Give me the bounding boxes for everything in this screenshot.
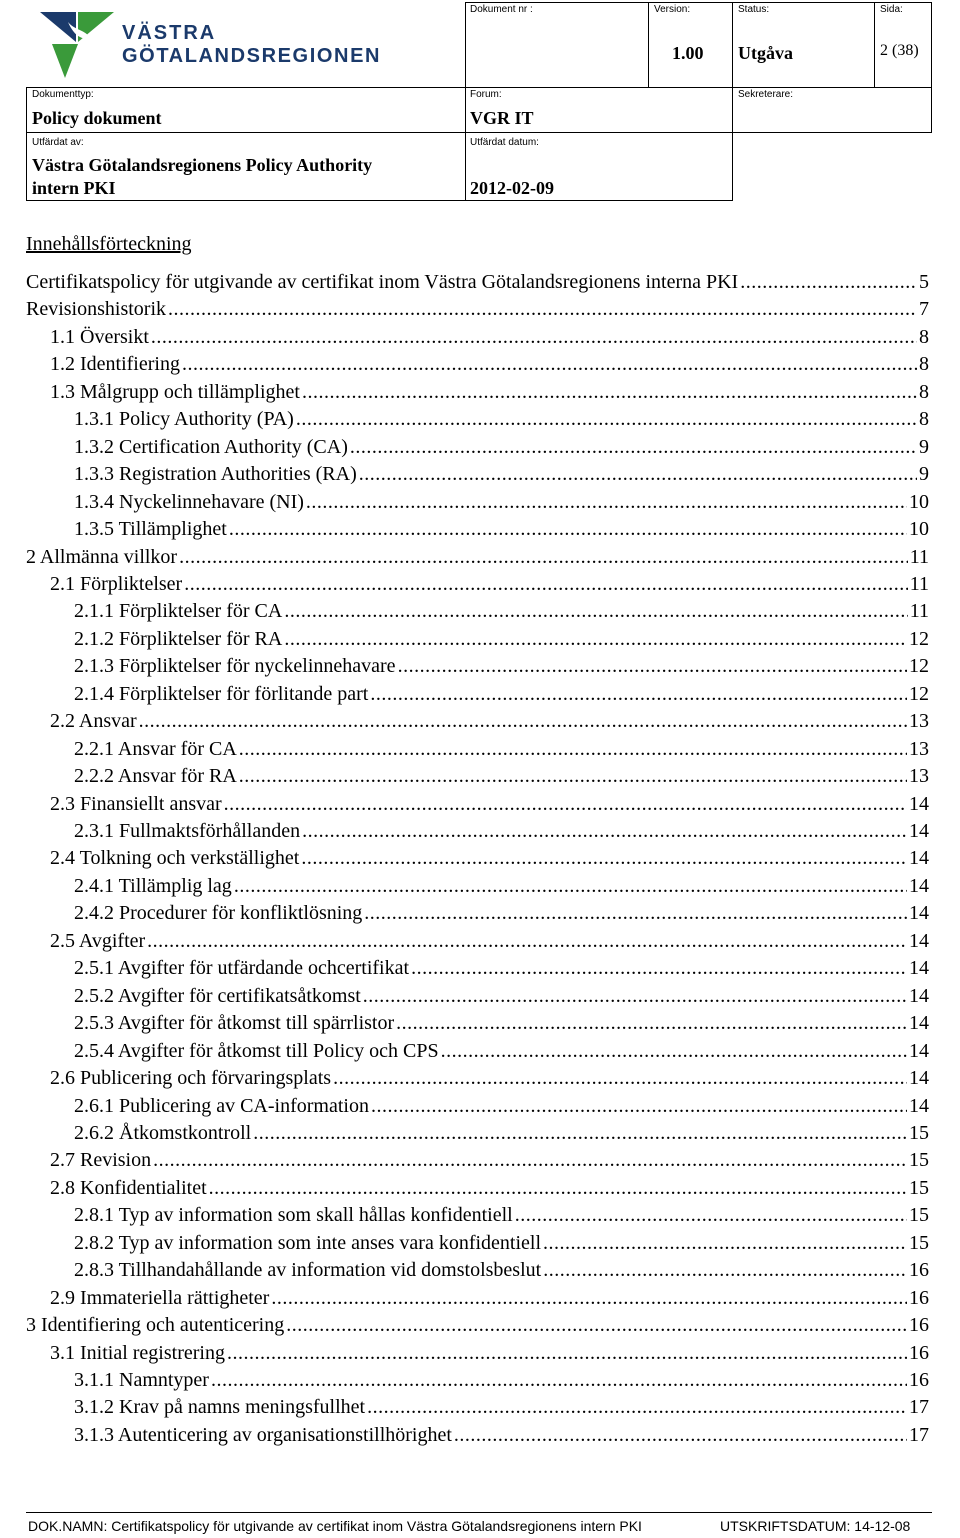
toc-entry-leader [370,683,907,706]
utfardat-datum-label: Utfärdat datum: [470,137,539,148]
toc-entry-title: 2.8 Konfidentialitet [50,1176,207,1199]
toc-entry-leader [151,326,917,349]
toc-entry-leader [239,765,907,788]
toc-entry-title: 2.6.2 Åtkomstkontroll [74,1121,252,1144]
header-border [931,2,932,132]
toc-entry-title: 2.4.1 Tillämplig lag [74,874,232,897]
toc-entry-page: 16 [909,1314,929,1337]
toc-entry[interactable] [50,381,929,407]
toc-entry-leader [271,1287,907,1310]
toc-entry-page: 12 [909,655,929,678]
toc-entry-leader [284,628,907,651]
dokumenttyp-label: Dokumenttyp: [32,89,94,100]
toc-entry-title: Revisionshistorik [26,298,167,321]
forum-label: Forum: [470,89,502,100]
toc-entry-title: 2.1.2 Förpliktelser för RA [74,627,283,650]
toc-entry-page: 13 [909,710,929,733]
toc-entry-leader [153,1149,907,1172]
toc-entry[interactable] [74,463,929,489]
toc-entry-page: 12 [909,627,929,650]
toc-entry-leader [286,1314,907,1337]
toc-entry-page: 17 [909,1396,929,1419]
toc-entry[interactable] [50,710,929,736]
toc-entry-leader [364,902,907,925]
toc-entry-page: 14 [909,984,929,1007]
sekreterare-label: Sekreterare: [738,89,794,100]
toc-entry[interactable] [74,902,929,928]
document-header [0,0,960,210]
toc-entry-page: 8 [919,353,929,376]
toc-entry-page: 16 [909,1259,929,1282]
toc-entry-title: 2 Allmänna villkor [26,545,178,568]
toc-entry-leader [350,436,917,459]
toc-entry-page: 8 [919,325,929,348]
version-value: 1.00 [672,43,704,63]
toc-entry-title: 2.1 Förpliktelser [50,572,183,595]
toc-entry-leader [147,930,907,953]
toc-entry-leader [302,820,907,843]
toc-entry-page: 11 [909,545,929,568]
toc-entry[interactable] [74,655,929,681]
utfardat-av-line2: intern PKI [32,178,116,198]
toc-entry-title: 1.3.2 Certification Authority (CA) [74,435,348,458]
toc-entry[interactable] [74,985,929,1011]
header-border [26,200,733,201]
toc-entry-page: 13 [909,765,929,788]
toc-entry[interactable] [50,353,929,379]
toc-entry-title: 2.5.4 Avgifter för åtkomst till Policy och CPS [74,1039,439,1062]
toc-entry[interactable] [74,628,929,654]
toc-entry[interactable] [50,573,929,599]
toc-entry-title: 2.5.1 Avgifter för utfärdande ochcertifikat [74,957,410,980]
toc-entry-leader [543,1259,907,1282]
toc-entry-page: 14 [909,902,929,925]
toc-entry-title: 2.9 Immateriella rättigheter [50,1286,270,1309]
toc-entry-title: 2.2.1 Ansvar för CA [74,737,237,760]
toc-entry-title: 2.6.1 Publicering av CA-information [74,1094,369,1117]
toc-entry[interactable] [74,1424,929,1450]
toc-entry-page: 14 [909,957,929,980]
toc-entry-leader [363,985,907,1008]
toc-entry[interactable] [74,1204,929,1230]
toc-entry[interactable] [74,1012,929,1038]
toc-entry-leader [359,463,917,486]
toc-entry[interactable] [74,820,929,846]
toc-entry-page: 14 [909,874,929,897]
toc-entry[interactable] [74,436,929,462]
toc-entry-title: 1.1 Översikt [50,325,149,348]
toc-entry-leader [284,600,907,623]
toc-entry-title: 2.1.4 Förpliktelser för förlitande part [74,682,369,705]
toc-entry[interactable] [74,1259,929,1285]
toc-entry-title: 2.3.1 Fullmaktsförhållanden [74,820,301,842]
toc-entry-page: 9 [919,463,929,486]
toc-entry[interactable] [26,1314,929,1340]
toc-entry[interactable] [50,326,929,352]
toc-entry-leader [301,847,907,870]
toc-entry-title: 2.2.2 Ansvar för RA [74,765,237,788]
toc-entry[interactable] [50,930,929,956]
toc-entry[interactable] [74,1396,929,1422]
version-label: Version: [654,4,691,15]
header-border [26,132,733,133]
toc-entry[interactable] [50,1149,929,1175]
toc-entry-leader [239,738,907,761]
header-border [26,87,27,201]
header-border [465,2,932,3]
toc-entry-page: 11 [909,572,929,595]
toc-entry-leader [740,271,917,294]
toc-entry[interactable] [74,1369,929,1395]
toc-entry[interactable] [74,518,929,544]
toc-entry-leader [515,1204,907,1227]
toc-entry[interactable] [74,1040,929,1066]
toc-entry[interactable] [74,1095,929,1121]
toc-entry-title: 2.5.2 Avgifter för certifikatsåtkomst [74,984,361,1007]
header-border [732,2,733,88]
toc-entry-title: Certifikatspolicy för utgivande av certifikat inom Västra Götalandsregionens interna PKI [26,271,739,293]
vgr-logo [38,8,382,80]
toc-entry-page: 15 [909,1204,929,1227]
header-border [465,87,466,201]
toc-entry-leader [253,1122,907,1145]
toc-entry[interactable] [74,738,929,764]
toc-entry-leader [168,298,917,321]
toc-entry-page: 14 [909,820,929,842]
toc-entry-title: 1.3 Målgrupp och tillämplighet [50,380,300,403]
toc-entry[interactable] [26,271,929,297]
toc-entry[interactable] [50,793,929,819]
header-border [648,2,649,88]
toc-entry-page: 14 [909,1039,929,1062]
header-border [874,2,875,88]
toc-entry[interactable] [26,298,929,324]
toc-entry-page: 16 [909,1369,929,1391]
toc-entry-leader [211,1369,907,1392]
toc-entry[interactable] [74,957,929,983]
toc-entry[interactable] [50,1177,929,1203]
toc-entry-leader [441,1040,907,1063]
toc-entry-leader [371,1095,907,1118]
toc-entry[interactable] [50,1287,929,1313]
toc-entry[interactable] [74,1122,929,1148]
toc-entry-page: 14 [909,1067,929,1090]
toc-entry-page: 14 [909,929,929,952]
toc-entry-title: 2.3 Finansiellt ansvar [50,792,222,815]
toc-entry-leader [182,353,917,376]
toc-entry-leader [396,1012,907,1035]
logo-line2: GÖTALANDSREGIONEN [122,45,382,67]
header-border [732,132,932,133]
toc-entry-page: 16 [909,1286,929,1309]
toc-entry-title: 1.2 Identifiering [50,353,180,376]
toc-entry-title: 2.6 Publicering och förvaringsplats [50,1067,332,1090]
toc-entry-page: 17 [909,1423,929,1446]
toc-entry-leader [184,573,908,596]
footer-divider [26,1512,932,1513]
toc-entry-page: 15 [909,1121,929,1144]
header-border [465,2,466,88]
utfardat-av-line1: Västra Götalandsregionens Policy Authority [32,155,373,175]
toc-entry[interactable] [26,546,929,572]
toc-entry-leader [367,1396,907,1419]
toc-entry-title: 2.5.3 Avgifter för åtkomst till spärrlistor [74,1012,395,1035]
header-border [732,87,733,201]
toc-entry-leader [543,1232,907,1255]
toc-entry-title: 2.8.3 Tillhandahållande av information vid domstolsbeslut [74,1259,542,1282]
toc-entry-title: 3.1.2 Krav på namns meningsfullhet [74,1396,366,1419]
toc-entry[interactable] [74,1232,929,1258]
footer-print-date: UTSKRIFTSDATUM: 14-12-08 [720,1518,911,1534]
dokumenttyp-value: Policy dokument [32,108,162,128]
toc-entry-title: 2.4.2 Procedurer för konfliktlösning [74,902,363,925]
toc-entry-leader [411,957,907,980]
toc-entry-leader [209,1177,907,1200]
toc-entry-title: 1.3.1 Policy Authority (PA) [74,408,294,431]
toc-entry-leader [227,1342,907,1365]
footer-document-name: DOK.NAMN: Certifikatspolicy för utgivande av certifikat inom Västra Götalandsregionens intern PKI [28,1518,642,1534]
sida-value: 2 (38) [880,42,919,59]
toc-entry-title: 2.1.3 Förpliktelser för nyckelinnehavare [74,655,396,678]
toc-entry-title: 2.4 Tolkning och verkställighet [50,847,300,870]
toc-entry-title: 1.3.3 Registration Authorities (RA) [74,463,357,486]
toc-entry-leader [398,655,907,678]
toc-entry[interactable] [74,491,929,517]
toc-entry-leader [234,875,907,898]
toc-entry-page: 15 [909,1231,929,1254]
toc-entry-page: 14 [909,1012,929,1035]
toc-entry-title: 3.1.1 Namntyper [74,1369,209,1391]
toc-entry-page: 12 [909,682,929,705]
toc-entry-title: 2.1.1 Förpliktelser för CA [74,600,283,623]
toc-entry[interactable] [50,847,929,873]
toc-entry[interactable] [74,765,929,791]
toc-entry[interactable] [50,1342,929,1368]
toc-entry-title: 2.8.1 Typ av information som skall hållas konfidentiell [74,1204,513,1227]
toc-entry-leader [333,1067,907,1090]
toc-entry-leader [179,546,908,569]
header-border [26,87,932,88]
toc-entry[interactable] [74,600,929,626]
toc-entry[interactable] [50,1067,929,1093]
vgr-logo-icon [38,8,118,80]
toc-entry-page: 8 [919,380,929,403]
utfardat-datum-value: 2012-02-09 [470,178,554,198]
toc-entry-leader [454,1424,907,1447]
toc-entry-title: 1.3.5 Tillämplighet [74,518,227,541]
toc-entry-page: 7 [919,298,929,321]
utfardat-av-label: Utfärdat av: [32,137,84,148]
toc-entry[interactable] [74,683,929,709]
toc-entry-page: 9 [919,435,929,458]
toc-entry-page: 8 [919,408,929,431]
toc-entry-page: 10 [909,518,929,541]
logo-line1: VÄSTRA [122,22,217,44]
toc-entry-page: 14 [909,792,929,815]
toc-entry-leader [229,518,907,541]
toc-entry-page: 11 [909,600,929,623]
toc-entry-title: 1.3.4 Nyckelinnehavare (NI) [74,490,304,513]
toc-entry-page: 5 [919,271,929,293]
toc-entry-title: 3.1.3 Autenticering av organisationstillhörighet [74,1423,452,1446]
toc-entry-title: 2.7 Revision [50,1149,152,1172]
toc-entry-page: 14 [909,847,929,870]
toc-entry-page: 16 [909,1341,929,1364]
toc-entry-page: 10 [909,490,929,513]
toc-entry-leader [296,408,917,431]
dokument-nr-label: Dokument nr : [470,4,533,15]
toc-entry-page: 14 [909,1094,929,1117]
sida-label: Sida: [880,4,903,15]
toc-entry-title: 3 Identifiering och autenticering [26,1314,285,1337]
toc-title: Innehållsförteckning [26,233,192,255]
toc-entry-title: 2.8.2 Typ av information som inte anses vara konfidentiell [74,1231,542,1254]
toc-entry[interactable] [74,408,929,434]
toc-entry-leader [224,793,907,816]
toc-entry-title: 2.2 Ansvar [50,710,137,733]
status-value: Utgåva [738,43,793,63]
toc-entry-page: 13 [909,737,929,760]
toc-entry-leader [306,491,907,514]
toc-entry-leader [139,710,907,733]
forum-value: VGR IT [470,108,534,128]
toc-entry-page: 15 [909,1149,929,1172]
toc-entry-title: 3.1 Initial registrering [50,1341,225,1364]
toc-entry-page: 15 [909,1176,929,1199]
toc-entry-leader [302,381,917,404]
toc-entry-title: 2.5 Avgifter [50,929,146,952]
toc-entry[interactable] [74,875,929,901]
status-label: Status: [738,4,770,15]
